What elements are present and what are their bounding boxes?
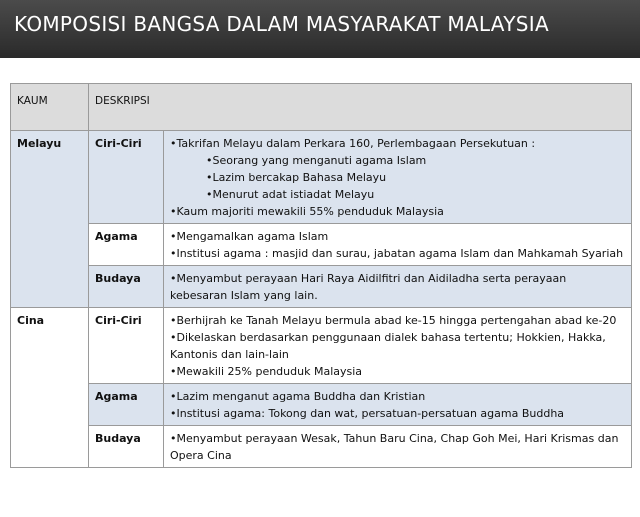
header-deskripsi: DESKRIPSI <box>89 84 632 131</box>
slide-title: KOMPOSISI BANGSA DALAM MASYARAKAT MALAYSIA <box>14 12 549 36</box>
kaum-melayu: Melayu <box>11 131 89 308</box>
cina-budaya-desc <box>164 426 632 468</box>
list-item: •Mengamalkan agama Islam <box>170 230 329 243</box>
cina-budaya-label: Budaya <box>89 426 164 468</box>
table-row <box>11 308 632 384</box>
list-item: •Dikelaskan berdasarkan penggunaan dialek bahasa tertentu; Hokkien, Hakka, Kantonis dan lain-lain <box>170 331 606 361</box>
list-item: •Takrifan Melayu dalam Perkara 160, Perlembagaan Persekutuan : <box>170 137 536 150</box>
kaum-cina: Cina <box>11 308 89 468</box>
cina-ciri-desc <box>164 308 632 384</box>
table-row <box>11 426 632 468</box>
melayu-agama-desc <box>164 224 632 266</box>
cina-agama-label: Agama <box>89 384 164 426</box>
list-item: •Lazim bercakap Bahasa Melayu <box>206 171 387 184</box>
composition-table <box>10 83 632 468</box>
melayu-budaya-label: Budaya <box>89 266 164 308</box>
table-header-row <box>11 84 632 131</box>
melayu-budaya-desc <box>164 266 632 308</box>
melayu-ciri-desc <box>164 131 632 224</box>
list-item: •Berhijrah ke Tanah Melayu bermula abad ke-15 hingga pertengahan abad ke-20 <box>170 314 617 327</box>
table-row <box>11 266 632 308</box>
list-item: •Kaum majoriti mewakili 55% penduduk Malaysia <box>170 205 444 218</box>
list-item: •Institusi agama : masjid dan surau, jabatan agama Islam dan Mahkamah Syariah <box>170 247 624 260</box>
header-kaum: KAUM <box>11 84 89 131</box>
list-item: •Lazim menganut agama Buddha dan Kristian <box>170 390 426 403</box>
list-item: •Menyambut perayaan Hari Raya Aidilfitri dan Aidiladha serta perayaan kebesaran Islam yang lain. <box>170 272 567 302</box>
melayu-ciri-label: Ciri-Ciri <box>89 131 164 224</box>
slide-header <box>0 0 640 58</box>
list-item: •Mewakili 25% penduduk Malaysia <box>170 365 363 378</box>
cina-ciri-label: Ciri-Ciri <box>89 308 164 384</box>
table-row <box>11 224 632 266</box>
list-item: •Institusi agama: Tokong dan wat, persatuan-persatuan agama Buddha <box>170 407 565 420</box>
list-item: •Menyambut perayaan Wesak, Tahun Baru Cina, Chap Goh Mei, Hari Krismas dan Opera Cina <box>170 432 619 462</box>
table-row <box>11 384 632 426</box>
list-item: •Menurut adat istiadat Melayu <box>206 188 375 201</box>
list-item: •Seorang yang menganuti agama Islam <box>206 154 427 167</box>
cina-agama-desc <box>164 384 632 426</box>
melayu-agama-label: Agama <box>89 224 164 266</box>
table-row <box>11 131 632 224</box>
